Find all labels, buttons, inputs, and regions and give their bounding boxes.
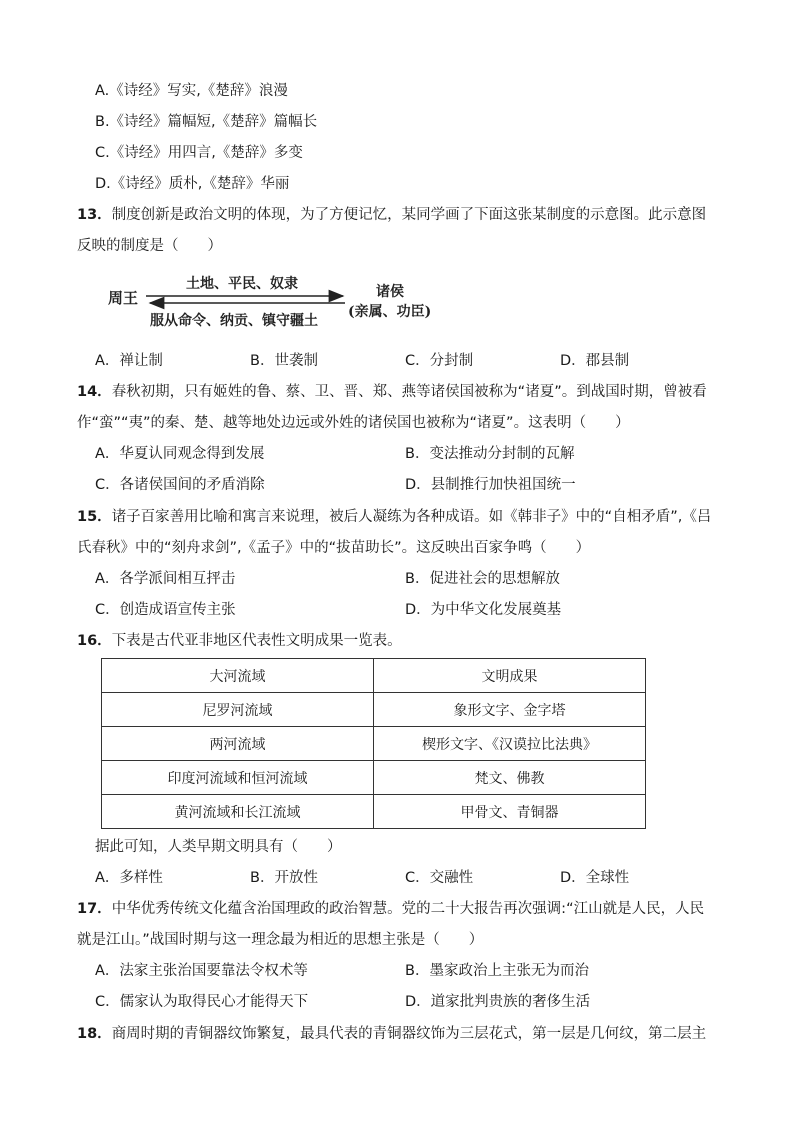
q15-option-c: C．创造成语宣传主张 <box>95 602 236 618</box>
q14-option-a: A．华夏认同观念得到发展 <box>95 446 265 462</box>
diagram-vassal-detail: (亲属、功臣) <box>348 304 432 320</box>
table-cell: 两河流域 <box>102 727 374 761</box>
q16-option-d: D．全球性 <box>560 870 630 886</box>
q12-option-d: D.《诗经》质朴,《楚辞》华丽 <box>95 176 290 192</box>
table-cell: 甲骨文、青铜器 <box>374 795 646 829</box>
q18-stem-line1 <box>77 1024 706 1044</box>
q16-option-b: B．开放性 <box>250 870 318 886</box>
q17-option-a: A．法家主张治国要靠法令权术等 <box>95 963 308 979</box>
q17-stem-line2: 就是江山。”战国时期与这一理念最为相近的思想主张是（ ） <box>77 932 484 948</box>
q16-stem-text: 下表是古代亚非地区代表性文明成果一览表。 <box>111 633 402 649</box>
q13-stem-line2: 反映的制度是（ ） <box>77 238 222 254</box>
q16-option-a: A．多样性 <box>95 870 163 886</box>
q14-number: 14． <box>77 384 112 400</box>
q12-option-c: C.《诗经》用四言,《楚辞》多变 <box>95 145 303 161</box>
table-row <box>102 727 646 761</box>
q14-option-c: C．各诸侯国间的矛盾消除 <box>95 477 265 493</box>
q13-option-c: C．分封制 <box>405 353 474 369</box>
q13-option-a: A．禅让制 <box>95 353 163 369</box>
table-cell: 黄河流域和长江流域 <box>102 795 374 829</box>
table-cell: 印度河流域和恒河流域 <box>102 761 374 795</box>
q14-stem-line2: 作“蛮”“夷”的秦、楚、越等地处边远或外姓的诸侯国也被称为“诸夏”。这表明（ ） <box>77 415 630 431</box>
table-cell: 尼罗河流域 <box>102 693 374 727</box>
q15-option-a: A．各学派间相互抨击 <box>95 571 236 587</box>
q14-stem-line1 <box>77 382 707 402</box>
table-cell: 象形文字、金字塔 <box>374 693 646 727</box>
q17-option-c: C．儒家认为取得民心才能得天下 <box>95 994 309 1010</box>
q16-option-c: C．交融性 <box>405 870 474 886</box>
table-header-cell: 文明成果 <box>374 659 646 693</box>
q15-option-b: B．促进社会的思想解放 <box>405 571 560 587</box>
q14-option-d: D．县制推行加快祖国统一 <box>405 477 576 493</box>
q17-option-d: D．道家批判贵族的奢侈生活 <box>405 994 591 1010</box>
table-row <box>102 795 646 829</box>
table-row <box>102 761 646 795</box>
q12-option-a: A.《诗经》写实,《楚辞》浪漫 <box>95 83 288 99</box>
q18-stem-text-1: 商周时期的青铜器纹饰繁复，最具代表的青铜器纹饰为三层花式，第一层是几何纹，第二层主 <box>111 1026 707 1042</box>
q13-stem-text-1: 制度创新是政治文明的体现，为了方便记忆，某同学画了下面这张某制度的示意图。此示意图 <box>111 207 707 223</box>
q15-stem-line1 <box>77 507 711 527</box>
q17-stem-text-1: 中华优秀传统文化蕴含治国理政的政治智慧。党的二十大报告再次强调:“江山就是人民，人民 <box>111 901 705 917</box>
table-cell: 楔形文字、《汉谟拉比法典》 <box>374 727 646 761</box>
diagram-bottom-label: 服从命令、纳贡、镇守疆土 <box>150 313 318 329</box>
civilization-table <box>101 658 646 829</box>
table-cell: 梵文、佛教 <box>374 761 646 795</box>
q12-option-b: B.《诗经》篇幅短,《楚辞》篇幅长 <box>95 114 318 130</box>
table-header-row <box>102 659 646 693</box>
q13-option-d: D．郡县制 <box>560 353 630 369</box>
q15-stem-line2: 氏春秋》中的“刻舟求剑”,《孟子》中的“拔苗助长”。这反映出百家争鸣（ ） <box>77 540 591 556</box>
diagram-vassal-label: 诸侯 <box>376 284 404 300</box>
system-diagram <box>100 270 460 340</box>
q17-number: 17． <box>77 901 112 917</box>
q15-stem-text-1: 诸子百家善用比喻和寓言来说理，被后人凝练为各种成语。如《韩非子》中的“自相矛盾”,《吕 <box>111 509 712 525</box>
q13-option-b: B．世袭制 <box>250 353 318 369</box>
diagram-king-label: 周王 <box>108 289 139 307</box>
q14-option-b: B．变法推动分封制的瓦解 <box>405 446 575 462</box>
q15-number: 15． <box>77 509 112 525</box>
q16-number: 16． <box>77 633 112 649</box>
q16-after: 据此可知，人类早期文明具有（ ） <box>95 839 342 855</box>
table-row <box>102 693 646 727</box>
q15-option-d: D．为中华文化发展奠基 <box>405 602 562 618</box>
q13-number: 13． <box>77 207 112 223</box>
q14-stem-text-1: 春秋初期，只有姬姓的鲁、蔡、卫、晋、郑、燕等诸侯国被称为“诸夏”。到战国时期，曾被看 <box>111 384 707 400</box>
diagram-top-label: 土地、平民、奴隶 <box>186 276 298 292</box>
q17-stem-line1 <box>77 899 704 919</box>
table-header-cell: 大河流域 <box>102 659 374 693</box>
q13-stem-line1 <box>77 205 706 225</box>
q18-number: 18． <box>77 1026 112 1042</box>
q16-stem <box>77 631 402 651</box>
q17-option-b: B．墨家政治上主张无为而治 <box>405 963 589 979</box>
